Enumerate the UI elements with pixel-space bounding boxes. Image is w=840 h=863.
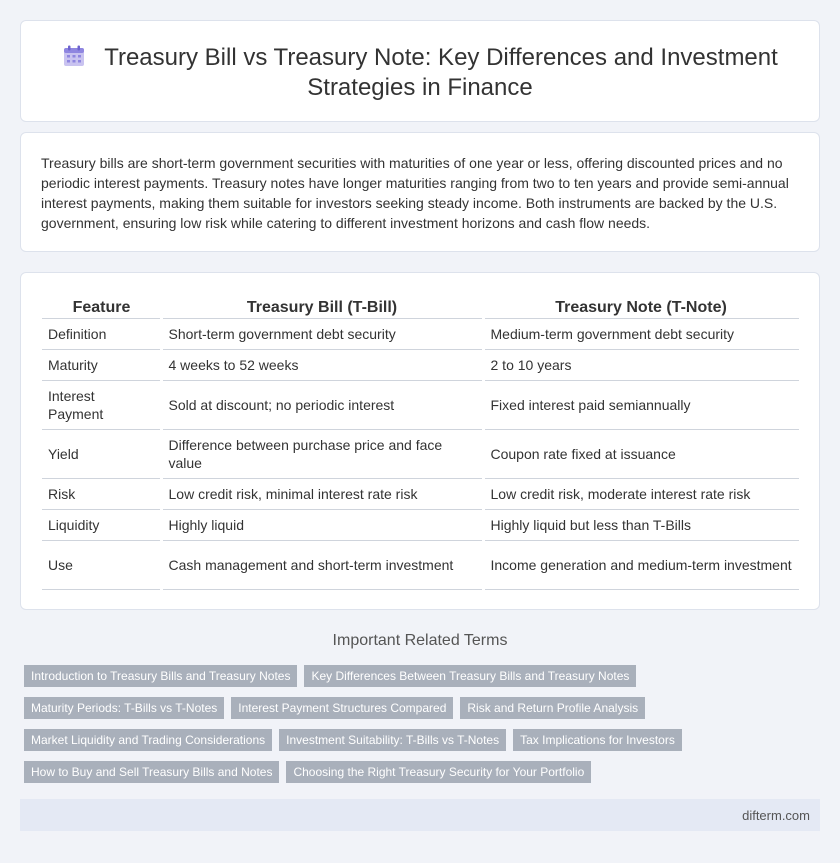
- related-tags-row: [24, 665, 636, 687]
- calendar-icon: [62, 44, 86, 68]
- title-card: [20, 20, 820, 122]
- tbill-cell: Difference between purchase price and face value: [161, 429, 483, 478]
- related-tags-row: [24, 761, 591, 783]
- feature-cell: Yield: [42, 429, 161, 478]
- related-tag-link[interactable]: Market Liquidity and Trading Considerations: [24, 729, 272, 751]
- related-tags-row: [24, 729, 682, 751]
- related-tag-link[interactable]: Maturity Periods: T-Bills vs T-Notes: [24, 697, 224, 719]
- feature-cell: Definition: [42, 318, 161, 349]
- table-row: [42, 478, 799, 509]
- related-tag-link[interactable]: Investment Suitability: T-Bills vs T-Notes: [279, 729, 506, 751]
- table-row: [42, 318, 799, 349]
- tnote-cell: 2 to 10 years: [483, 349, 799, 380]
- related-tag-link[interactable]: Interest Payment Structures Compared: [231, 697, 453, 719]
- table-row: [42, 380, 799, 429]
- header-feature: Feature: [42, 295, 161, 318]
- intro-paragraph: Treasury bills are short-term government securities with maturities of one year or less, offering discounted prices and no periodic interest payments. Treasury notes have longer maturities ranging from two to ten years and provide semi-annual interest payments, making them suitable for investors seeking steady income. Both instruments are backed by the U.S. government, ensuring low risk while catering to different investment horizons and cash flow needs.: [41, 155, 789, 231]
- header-treasury-note: Treasury Note (T-Note): [483, 295, 799, 318]
- related-tags-row: [24, 697, 645, 719]
- tnote-cell: Income generation and medium-term investment: [483, 540, 799, 589]
- comparison-card: [20, 272, 820, 610]
- tbill-cell: Low credit risk, minimal interest rate risk: [161, 478, 483, 509]
- tnote-cell: Highly liquid but less than T-Bills: [483, 509, 799, 540]
- feature-cell: Risk: [42, 478, 161, 509]
- related-tag-link[interactable]: Choosing the Right Treasury Security for Your Portfolio: [286, 761, 591, 783]
- table-row: [42, 349, 799, 380]
- related-tag-link[interactable]: Introduction to Treasury Bills and Treasury Notes: [24, 665, 297, 687]
- tnote-cell: Low credit risk, moderate interest rate risk: [483, 478, 799, 509]
- page-title: Treasury Bill vs Treasury Note: Key Differences and Investment Strategies in Finance: [104, 44, 778, 101]
- tbill-cell: Cash management and short-term investment: [161, 540, 483, 589]
- table-row: [42, 540, 799, 589]
- tbill-cell: 4 weeks to 52 weeks: [161, 349, 483, 380]
- header-treasury-bill: Treasury Bill (T-Bill): [161, 295, 483, 318]
- comparison-table: [42, 295, 799, 590]
- tnote-cell: Medium-term government debt security: [483, 318, 799, 349]
- related-terms-heading: Important Related Terms: [332, 632, 508, 649]
- footer-bar: [20, 799, 820, 831]
- related-tag-link[interactable]: Tax Implications for Investors: [513, 729, 682, 751]
- feature-cell: Use: [42, 540, 161, 589]
- footer-site-link[interactable]: difterm.com: [742, 808, 810, 823]
- feature-cell: Interest Payment: [42, 380, 161, 429]
- related-tag-link[interactable]: How to Buy and Sell Treasury Bills and Notes: [24, 761, 279, 783]
- related-tag-link[interactable]: Risk and Return Profile Analysis: [460, 697, 645, 719]
- page-title-wrap: [21, 43, 819, 103]
- tnote-cell: Fixed interest paid semiannually: [483, 380, 799, 429]
- table-header-row: [42, 295, 799, 318]
- tbill-cell: Highly liquid: [161, 509, 483, 540]
- feature-cell: Maturity: [42, 349, 161, 380]
- related-tag-link[interactable]: Key Differences Between Treasury Bills and Treasury Notes: [304, 665, 636, 687]
- intro-card: [20, 132, 820, 252]
- tbill-cell: Sold at discount; no periodic interest: [161, 380, 483, 429]
- table-row: [42, 509, 799, 540]
- table-row: [42, 429, 799, 478]
- tbill-cell: Short-term government debt security: [161, 318, 483, 349]
- feature-cell: Liquidity: [42, 509, 161, 540]
- tnote-cell: Coupon rate fixed at issuance: [483, 429, 799, 478]
